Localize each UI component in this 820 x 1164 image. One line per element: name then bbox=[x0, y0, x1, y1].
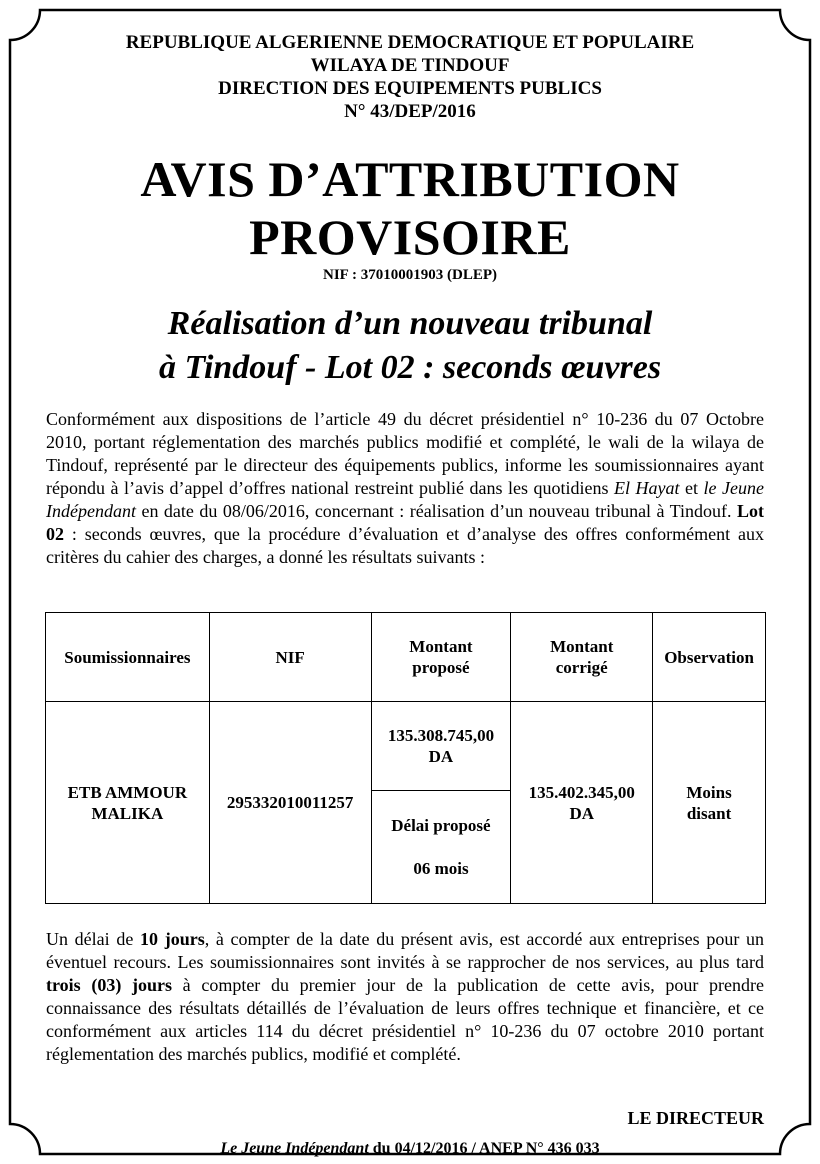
footer-newspaper: Le Jeune Indépendant bbox=[220, 1140, 369, 1157]
header-corrected-amount bbox=[511, 613, 653, 702]
republic-line: REPUBLIQUE ALGERIENNE DEMOCRATIQUE ET POPULAIRE bbox=[125, 32, 695, 53]
letterhead bbox=[0, 31, 820, 123]
intro-text-3: en date du 08/06/2016, concernant : réalisation d’un nouveau tribunal à Tindouf. bbox=[135, 501, 737, 521]
header-proposed-l1: Montant bbox=[409, 637, 473, 656]
header-corrected-l1: Montant bbox=[550, 637, 614, 656]
recourse-text-3: à compter du premier jour de la publication de cette avis, pour prendre connaissance des résultats détaillés de l’évaluation de leurs offres technique et financière, et ce conformément aux articles 114 du décret présidentiel n° 10-236 du 07 octobre 2010 portant réglementation des marchés publics, modifié et complété. bbox=[46, 975, 764, 1064]
proposed-amount-currency: DA bbox=[428, 747, 454, 766]
intro-text-4: : seconds œuvres, que la procédure d’évaluation et d’analyse des offres conformément aux critères du cahier des charges, a donné les résultats suivants : bbox=[46, 524, 764, 567]
recourse-text-2: , à compter de la date du présent avis, est accordé aux entreprises pour un éventuel recours. Les soumissionnaires sont invités à se rapprocher de nos services, au plus tard bbox=[46, 929, 765, 972]
observation-l1: Moins bbox=[686, 782, 732, 802]
newspaper-jeune-independant: le Jeune Indépendant bbox=[46, 478, 764, 521]
title-line-1: AVIS D’ATTRIBUTION bbox=[140, 151, 680, 207]
signature: LE DIRECTEUR bbox=[627, 1108, 764, 1128]
header-proposed-l2: proposé bbox=[412, 658, 470, 677]
corrected-amount-currency: DA bbox=[569, 803, 594, 823]
header-corrected-l2: corrigé bbox=[555, 658, 608, 677]
delay-value: 06 mois bbox=[413, 859, 469, 878]
consultation-delay: trois (03) jours bbox=[46, 975, 172, 995]
reference-number: N° 43/DEP/2016 bbox=[344, 101, 476, 122]
newspaper-el-hayat: El Hayat bbox=[614, 478, 680, 498]
table-header-row bbox=[46, 613, 766, 702]
proposed-amount-value: 135.308.745,00 bbox=[387, 726, 495, 745]
wilaya-line: WILAYA DE TINDOUF bbox=[310, 55, 510, 76]
subject-line-1: Réalisation d’un nouveau tribunal bbox=[167, 305, 653, 342]
cell-proposed-amount bbox=[371, 702, 511, 791]
cell-proposed-delay bbox=[371, 791, 511, 904]
intro-text-2: et bbox=[679, 478, 704, 498]
delay-label: Délai proposé bbox=[391, 816, 491, 835]
project-subject bbox=[0, 302, 820, 390]
lot-label: Lot 02 bbox=[46, 501, 764, 544]
notice-title bbox=[0, 150, 820, 266]
bidder-name-l1: ETB AMMOUR bbox=[67, 782, 188, 802]
footer-reference: du 04/12/2016 / ANEP N° 436 033 bbox=[368, 1140, 600, 1157]
results-table bbox=[45, 612, 766, 904]
cell-nif: 295332010011257 bbox=[209, 702, 371, 904]
recourse-text-1: Un délai de bbox=[46, 929, 141, 949]
direction-line: DIRECTION DES EQUIPEMENTS PUBLICS bbox=[218, 78, 602, 99]
title-line-2: PROVISOIRE bbox=[249, 209, 571, 265]
intro-paragraph bbox=[46, 408, 764, 569]
corrected-amount-value: 135.402.345,00 bbox=[528, 782, 635, 802]
table-row bbox=[46, 702, 766, 791]
nif-line: NIF : 37010001903 (DLEP) bbox=[322, 267, 498, 283]
recourse-delay: 10 jours bbox=[140, 929, 205, 949]
bidder-name-l2: MALIKA bbox=[91, 803, 164, 823]
header-bidders: Soumissionnaires bbox=[46, 613, 210, 702]
cell-corrected-amount bbox=[511, 702, 653, 904]
cell-observation bbox=[653, 702, 766, 904]
header-nif: NIF bbox=[209, 613, 371, 702]
intro-text-1: Conformément aux dispositions de l’article 49 du décret présidentiel n° 10-236 du 07 Octobre 2010, portant réglementation des marchés publics modifié et complété, le wali de la wilaya de Tindouf, représenté par le directeur des équipements publics, informe les soumissionnaires ayant répondu à l’avis d’appel d’offres national restreint publié dans les quotidiens bbox=[46, 409, 764, 498]
publication-footer bbox=[0, 1140, 820, 1158]
cell-bidder bbox=[46, 702, 210, 904]
header-proposed-amount bbox=[371, 613, 511, 702]
header-observation: Observation bbox=[653, 613, 766, 702]
observation-l2: disant bbox=[686, 803, 732, 823]
recourse-paragraph bbox=[46, 928, 764, 1066]
subject-line-2: à Tindouf - Lot 02 : seconds œuvres bbox=[158, 349, 662, 386]
